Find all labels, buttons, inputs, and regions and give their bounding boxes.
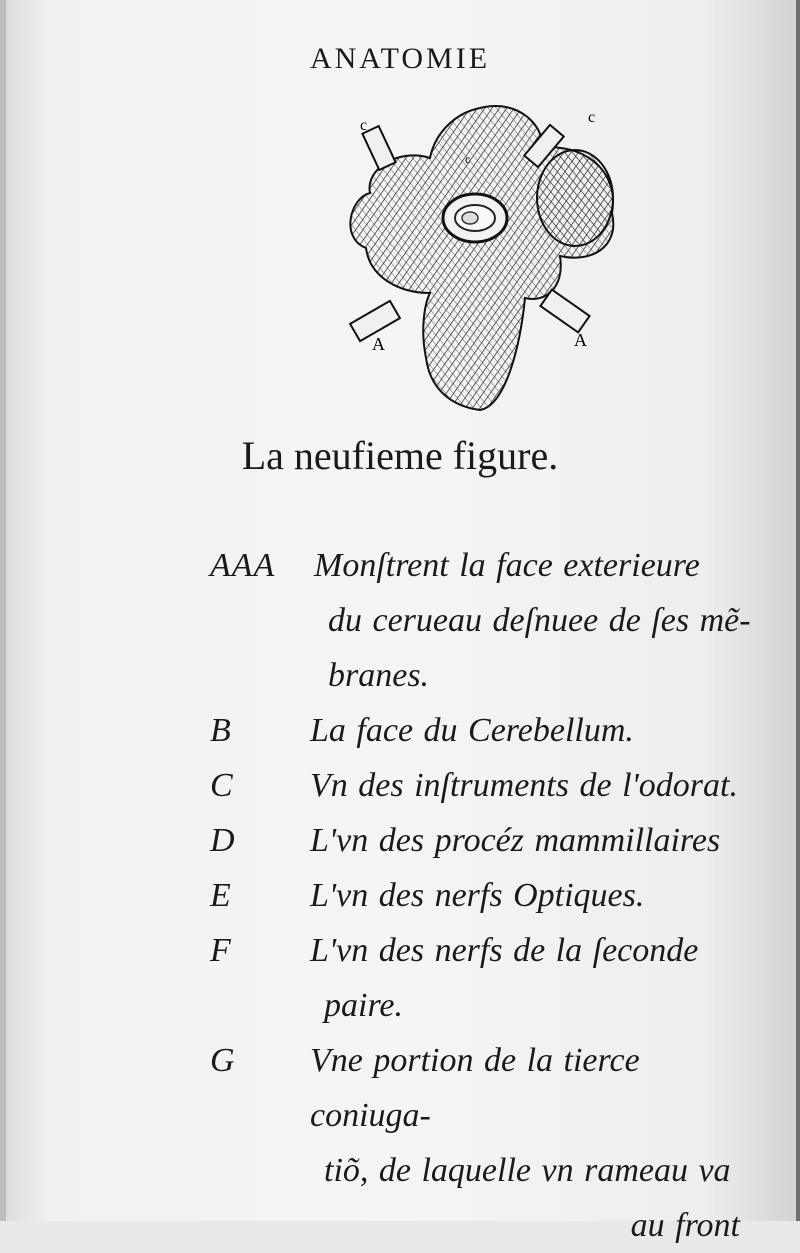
legend-text <box>314 538 770 703</box>
running-head: ANATOMIE <box>309 42 491 75</box>
legend-line: paire. <box>324 987 404 1024</box>
figure-caption: La neufieme figure. <box>241 433 559 478</box>
legend-line: branes. <box>328 657 430 694</box>
figure-label: c <box>360 117 368 134</box>
page-edge-right <box>796 0 800 1221</box>
legend-entry <box>210 923 770 1033</box>
legend-line: L'vn des nerfs de la ſeconde <box>310 932 699 969</box>
legend-key: G <box>210 1042 235 1079</box>
legend-line: Vne portion de la tierce coniuga- <box>310 1042 640 1134</box>
figure-label: c <box>588 109 596 126</box>
legend-entry <box>210 813 770 868</box>
figure-label: A <box>372 334 385 354</box>
legend-text: Vn des inſtruments de l'odorat. <box>310 767 738 804</box>
legend-key: B <box>210 712 231 749</box>
legend-key: C <box>210 767 233 804</box>
legend-line: du cerueau deſnuee de ſes mẽ- <box>328 602 751 639</box>
legend-entry <box>210 868 770 923</box>
legend-line: au front <box>630 1207 740 1244</box>
legend-text: La face du Cerebellum. <box>310 712 634 749</box>
legend-text <box>310 923 770 1033</box>
legend-line: tiõ, de laquelle vn rameau va <box>324 1152 731 1189</box>
legend-text: L'vn des nerfs Optiques. <box>310 877 645 914</box>
legend-key: E <box>210 877 231 914</box>
legend-key: F <box>210 932 231 969</box>
figure-label: c <box>465 152 471 166</box>
legend-entry <box>210 538 770 703</box>
legend-key: AAA <box>210 547 276 584</box>
legend-key: D <box>210 822 235 859</box>
legend-entry <box>210 758 770 813</box>
figure-legend <box>210 538 770 1253</box>
legend-entry <box>210 1033 770 1253</box>
brain-illustration <box>330 88 630 418</box>
legend-entry <box>210 703 770 758</box>
page-edge-left <box>0 0 6 1221</box>
legend-text: L'vn des procéz mammillaires <box>310 822 721 859</box>
legend-text <box>310 1033 770 1253</box>
figure-label: A <box>574 330 587 350</box>
legend-line: Monſtrent la face exterieure <box>314 547 700 584</box>
cerebellum-lobe <box>537 150 613 246</box>
